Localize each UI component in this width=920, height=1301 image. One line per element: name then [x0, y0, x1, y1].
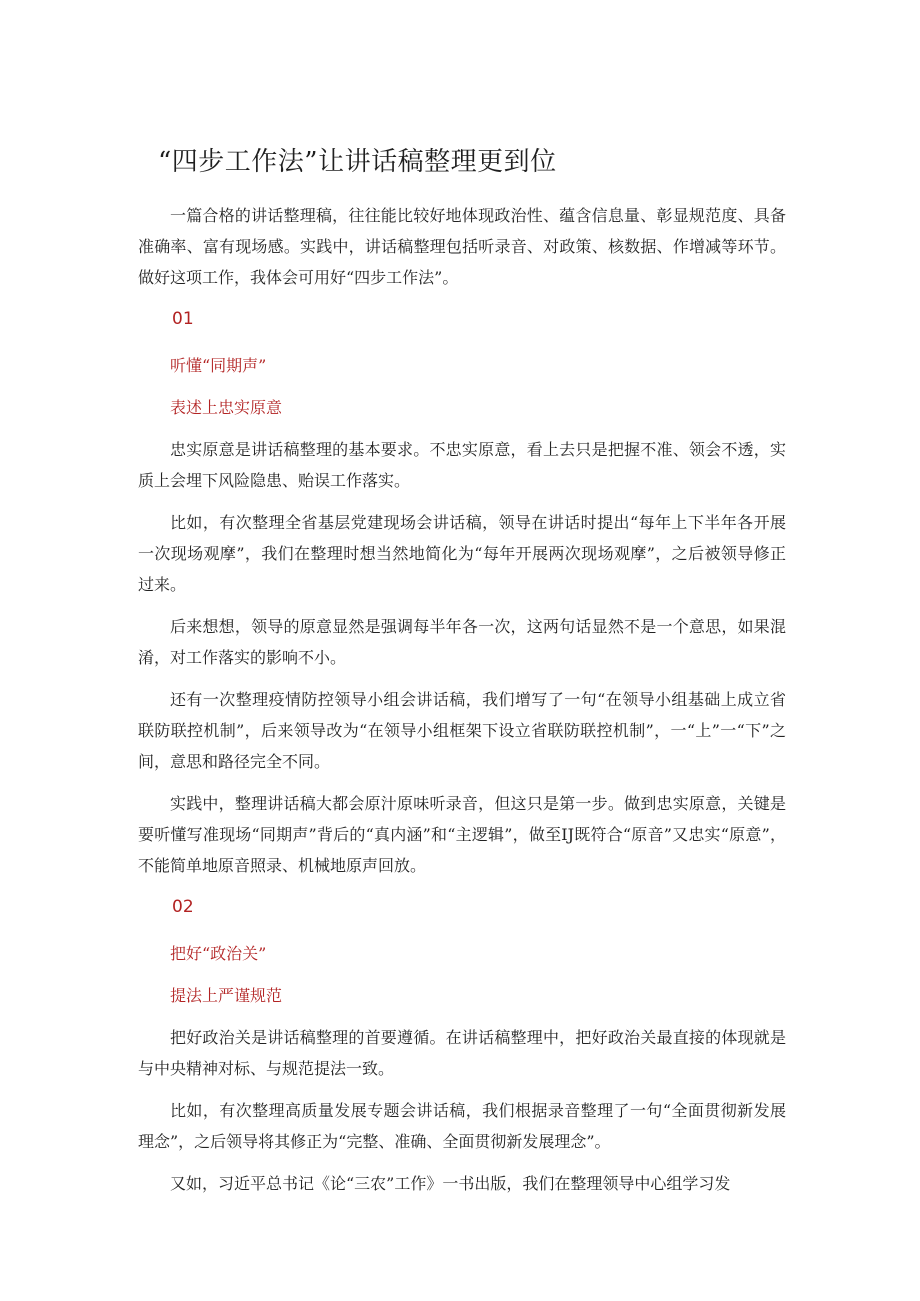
section-01: [138, 304, 786, 881]
body-paragraph: 实践中，整理讲话稿大都会原汁原味听录音，但这只是第一步。做到忠实原意，关键是要听懂写准现场“同期声”背后的“真内涵”和“主逻辑”，做至IJ既符合“原音”又忠实“原意”，不能简单地原音照录、机械地原声回放。: [138, 794, 786, 875]
intro-paragraph: 一篇合格的讲话整理稿，往往能比较好地体现政治性、蕴含信息量、彰显规范度、具备准确率、富有现场感。实践中，讲话稿整理包括听录音、对政策、核数据、作增减等环节。做好这项工作，我体会可用好“四步工作法”。: [138, 206, 786, 287]
document-page: [138, 0, 786, 1301]
body-paragraph: 把好政治关是讲话稿整理的首要遵循。在讲话稿整理中，把好政治关最直接的体现就是与中央精神对标、与规范提法一致。: [138, 1028, 786, 1078]
section-02: [138, 892, 786, 1199]
section-heading: 听懂“同期声”: [170, 356, 267, 375]
body-paragraph: 比如，有次整理高质量发展专题会讲话稿，我们根据录音整理了一句“全面贯彻新发展理念”，之后领导将其修正为“完整、准确、全面贯彻新发展理念”。: [138, 1101, 786, 1151]
section-heading: 把好“政治关”: [170, 944, 267, 963]
body-paragraph: 后来想想，领导的原意显然是强调每半年各一次，这两句话显然不是一个意思，如果混淆，对工作落实的影响不小。: [138, 617, 786, 667]
body-paragraph: 还有一次整理疫情防控领导小组会讲话稿，我们增写了一句“在领导小组基础上成立省联防联控机制”，后来领导改为“在领导小组框架下设立省联防联控机制”，一“上”一“下”之间，意思和路径完全不同。: [138, 690, 786, 771]
section-number: 02: [172, 897, 194, 917]
article-body: [138, 200, 786, 1210]
body-paragraph: 比如，有次整理全省基层党建现场会讲话稿，领导在讲话时提出“每年上下半年各开展一次现场观摩”，我们在整理时想当然地简化为“每年开展两次现场观摩”，之后被领导修正过来。: [138, 513, 786, 594]
section-subheading: 表述上忠实原意: [170, 398, 283, 417]
article-title: “四步工作法”让讲话稿整理更到位: [158, 147, 557, 177]
section-number: 01: [172, 309, 194, 329]
section-subheading: 提法上严谨规范: [170, 986, 283, 1005]
body-paragraph: 忠实原意是讲话稿整理的基本要求。不忠实原意，看上去只是把握不准、领会不透，实质上会埋下风险隐患、贻误工作落实。: [138, 440, 786, 490]
body-paragraph: 又如，习近平总书记《论“三农”工作》一书出版，我们在整理领导中心组学习发: [170, 1174, 731, 1193]
